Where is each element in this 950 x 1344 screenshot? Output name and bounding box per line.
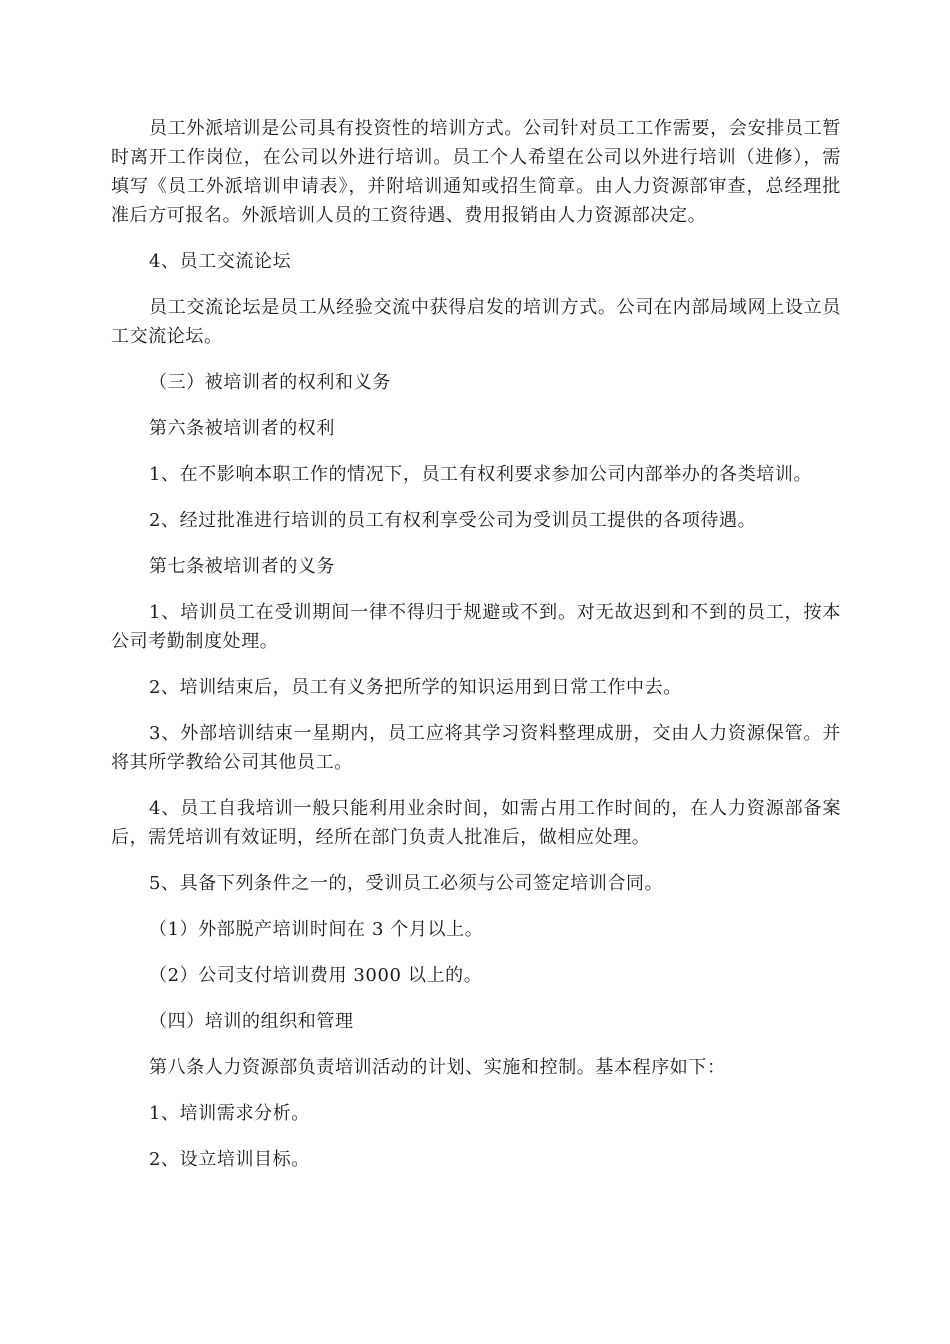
section-heading-trainee-rights-duties: （三）被培训者的权利和义务 <box>149 372 391 393</box>
paragraph-employee-forum: 员工交流论坛是员工从经验交流中获得启发的培训方式。公司在内部局域网上设立员工交流论坛。 <box>111 297 841 347</box>
paragraph-external-training: 员工外派培训是公司具有投资性的培训方式。公司针对员工工作需要，会安排员工暂时离开工作岗位，在公司以外进行培训。员工个人希望在公司以外进行培训（进修），需填写《员工外派培训申请表》，并附培训通知或招生简章。由人力资源部审查，总经理批准后方可报名。外派培训人员的工资待遇、费用报销由人力资源部决定。 <box>111 118 841 226</box>
contract-condition-1: （1）外部脱产培训时间在 3 个月以上。 <box>149 919 484 940</box>
article-7-item-1: 1、培训员工在受训期间一律不得归于规避或不到。对无故迟到和不到的员工，按本公司考勤制度处理。 <box>111 602 841 652</box>
article-8-title: 第八条人力资源部负责培训活动的计划、实施和控制。基本程序如下： <box>149 1057 726 1078</box>
article-8-step-1: 1、培训需求分析。 <box>149 1103 310 1124</box>
article-6-item-1: 1、在不影响本职工作的情况下，员工有权利要求参加公司内部举办的各类培训。 <box>149 464 813 485</box>
document-body <box>111 114 841 1191</box>
contract-condition-2: （2）公司支付培训费用 3000 以上的。 <box>149 965 483 986</box>
article-8-step-2: 2、设立培训目标。 <box>149 1149 310 1170</box>
article-7-item-5: 5、具备下列条件之一的，受训员工必须与公司签定培训合同。 <box>149 873 664 894</box>
article-6-item-2: 2、经过批准进行培训的员工有权利享受公司为受训员工提供的各项待遇。 <box>149 510 757 531</box>
article-7-item-2: 2、培训结束后，员工有义务把所学的知识运用到日常工作中去。 <box>149 677 682 698</box>
article-7-title: 第七条被培训者的义务 <box>149 556 335 577</box>
article-6-title: 第六条被培训者的权利 <box>149 418 335 439</box>
section-heading-training-organization: （四）培训的组织和管理 <box>149 1011 354 1032</box>
article-7-item-3: 3、外部培训结束一星期内，员工应将其学习资料整理成册，交由人力资源保管。并将其所学教给公司其他员工。 <box>111 723 841 773</box>
heading-employee-forum: 4、员工交流论坛 <box>149 251 292 272</box>
article-7-item-4: 4、员工自我培训一般只能利用业余时间，如需占用工作时间的，在人力资源部备案后，需凭培训有效证明，经所在部门负责人批准后，做相应处理。 <box>111 798 841 848</box>
